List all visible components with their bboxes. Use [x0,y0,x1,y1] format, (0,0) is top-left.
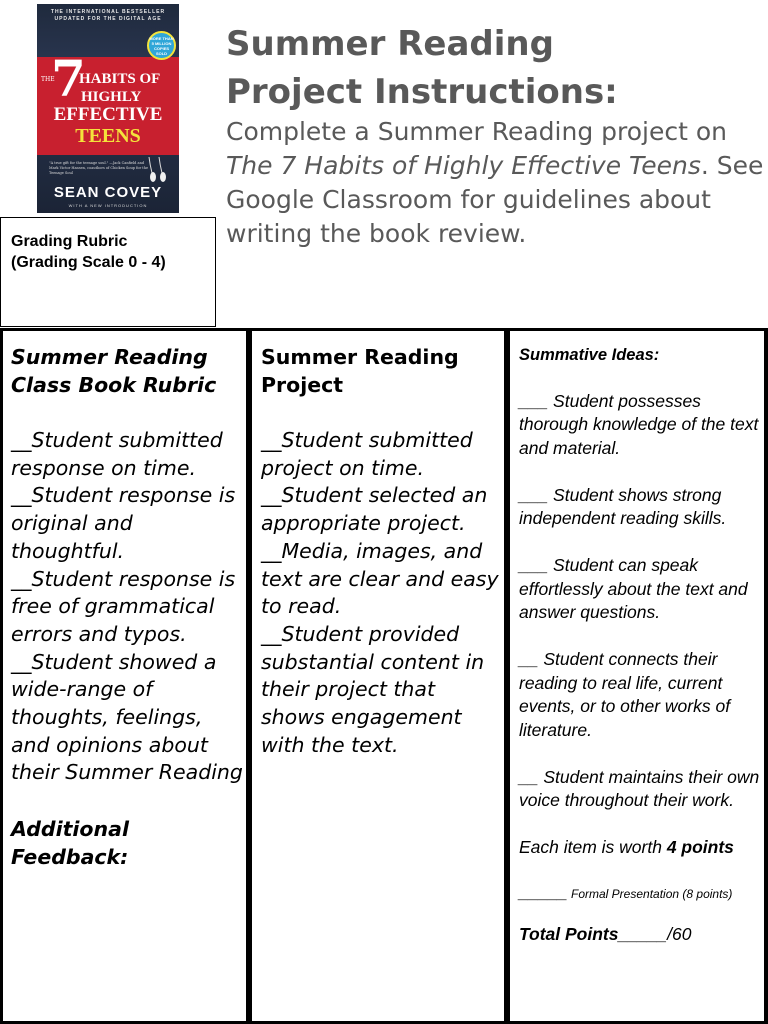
worth-value: 4 points [666,837,734,857]
points-per-item [519,836,764,860]
criterion-item: __Student submitted project on time. [261,428,473,480]
cover-tagline: THE INTERNATIONAL BESTSELLER UPDATED FOR THE DIGITAL AGE [50,9,166,22]
criterion-item: __Student submitted response on time. [11,428,223,480]
summative-item: __ Student connects their reading to real life, current events, or to other works of literature. [519,649,731,740]
formal-label: Formal Presentation (8 points) [567,886,733,901]
earbuds-icon [145,157,169,183]
cover-seven: 7 [51,49,86,108]
project-rubric-column [252,331,510,1021]
intro-paragraph [226,115,766,251]
total-label: Total Points [519,923,619,944]
class-book-rubric-column [3,331,252,1021]
total-points-line [519,922,764,946]
additional-feedback-label: Additional Feedback: [11,817,129,870]
title-line1: Summer Reading [226,24,554,64]
criterion-item: __Media, images, and text are clear and easy to read. [261,538,499,619]
summative-ideas-column [510,331,764,1021]
criterion-item: __Student showed a wide-range of thoughts, feelings, and opinions about their Summer Reading [11,649,243,785]
cover-title-line1: HABITS OF [79,71,161,87]
project-heading: Summer Reading Project [261,345,459,397]
cover-quote: "A true gift for the teenage soul." —Jack Canfield and Mark Victor Hansen, coauthors of Chicken Soup for the Teenage Soul [49,161,149,175]
criterion-item: __Student provided substantial content in their project that shows engagement with the text. [261,621,485,757]
summative-item: __ Student maintains their own voice throughout their work. [519,766,760,810]
summative-item: ___ Student can speak effortlessly about the text and answer questions. [519,555,748,622]
class-book-heading: Summer Reading Class Book Rubric [11,345,217,397]
rubric-box-line1: Grading Rubric [11,233,128,250]
summative-heading: Summative Ideas: [519,346,660,364]
worth-prefix: Each item is worth [519,837,667,857]
summative-item: ___ Student shows strong independent reading skills. [519,484,727,528]
cover-title-line4: TEENS [75,125,141,147]
cover-subtitle: WITH A NEW INTRODUCTION [68,203,148,208]
book-cover-image [37,4,179,213]
grading-rubric-box [0,217,216,327]
cover-sales-badge: MORE THAN 5 MILLION COPIES SOLD [147,31,176,60]
formal-blank: _____ [519,881,568,902]
intro-text-part2: . See Google Classroom for guidelines about writing the book review. [226,151,764,248]
intro-text-part1: Complete a Summer Reading project on [226,117,728,146]
cover-title-line2: HIGHLY [81,89,142,105]
rubric-box-line2: (Grading Scale 0 - 4) [11,254,166,271]
rubric-table [0,328,768,1024]
total-max: /60 [667,923,692,944]
summative-item: ___ Student possesses thorough knowledge of the text and material. [519,390,759,458]
title-line2: Project Instructions: [226,72,618,112]
total-blank: _____ [618,923,668,944]
intro-book-title: The 7 Habits of Highly Effective Teens [226,151,701,180]
criterion-item: __Student response is free of grammatical errors and typos. [11,566,236,646]
criterion-item: __Student selected an appropriate project. [261,483,488,536]
cover-author: SEAN COVEY [53,184,163,201]
criterion-item: __Student response is original and thoughtful. [11,483,236,563]
cover-the: THE [41,76,55,83]
formal-presentation-line [519,882,764,904]
page-title [226,20,766,116]
cover-title-line3: EFFECTIVE [53,104,163,125]
